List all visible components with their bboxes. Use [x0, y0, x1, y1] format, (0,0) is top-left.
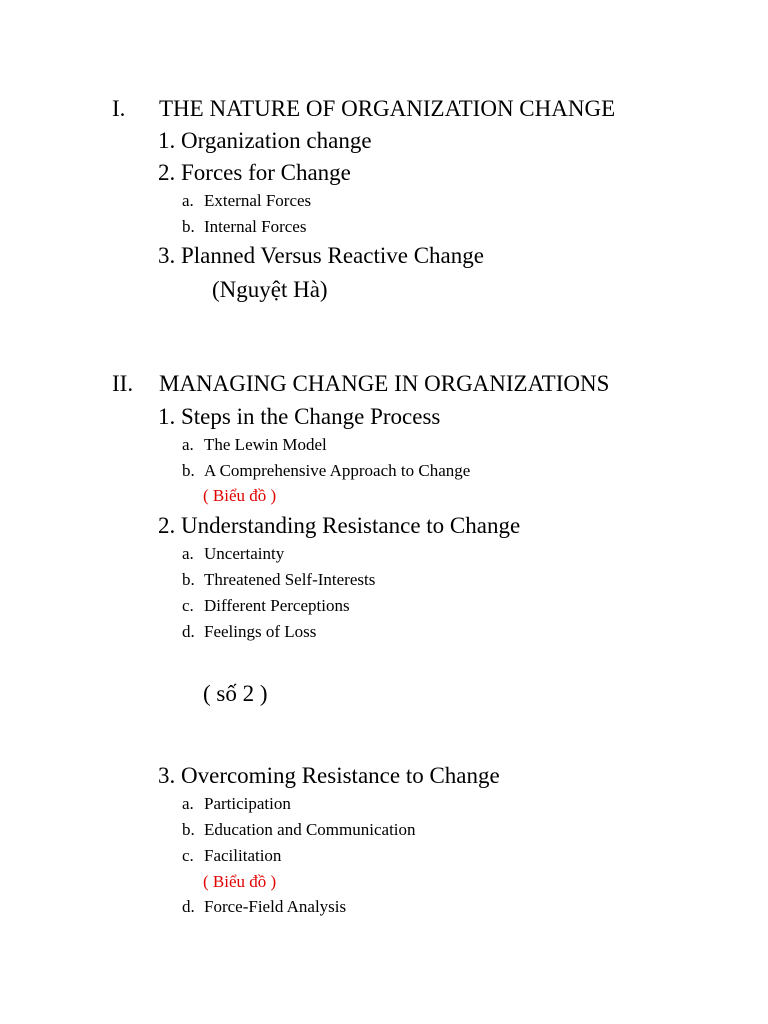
sub-2-3-a-letter: a.	[182, 794, 194, 813]
sub-2-3-b-text: Education and Communication	[204, 820, 416, 839]
sub-2-3-d-text: Force-Field Analysis	[204, 897, 347, 916]
sub-2-2-a-letter: a.	[182, 544, 194, 563]
sub-2-2-d-letter: d.	[182, 622, 195, 641]
author-note: (Nguyệt Hà)	[212, 277, 328, 302]
sub-2-2-b-text: Threatened Self-Interests	[204, 570, 376, 589]
sub-2-1-b-text: A Comprehensive Approach to Change	[204, 461, 471, 480]
item-2-3-text: Overcoming Resistance to Change	[181, 763, 500, 788]
sub-1-2-b-letter: b.	[182, 217, 195, 236]
item-2-2-number: 2.	[158, 513, 176, 538]
section-1-title: THE NATURE OF ORGANIZATION CHANGE	[159, 96, 616, 121]
item-1-3-number: 3.	[158, 243, 176, 268]
sub-1-2-a-letter: a.	[182, 191, 194, 210]
item-2-2-text: Understanding Resistance to Change	[181, 513, 521, 538]
item-1-2-number: 2.	[158, 160, 176, 185]
item-2-3-number: 3.	[158, 763, 176, 788]
item-1-1-text: Organization change	[181, 128, 372, 153]
sub-2-3-a-text: Participation	[204, 794, 291, 813]
item-1-3-text: Planned Versus Reactive Change	[181, 243, 484, 268]
page-note: ( số 2 )	[203, 681, 268, 706]
sub-2-3-b-letter: b.	[182, 820, 195, 839]
sub-2-1-a-text: The Lewin Model	[204, 435, 327, 454]
sub-2-1-a-letter: a.	[182, 435, 194, 454]
sub-2-1-b-letter: b.	[182, 461, 195, 480]
section-2-numeral: II.	[112, 371, 134, 396]
sub-1-2-b-text: Internal Forces	[204, 217, 307, 236]
item-1-1-number: 1.	[158, 128, 176, 153]
chart-note-2: ( Biểu đồ )	[203, 872, 277, 891]
item-2-1-text: Steps in the Change Process	[181, 404, 441, 429]
sub-2-2-a-text: Uncertainty	[204, 544, 285, 563]
sub-2-2-c-letter: c.	[182, 596, 194, 615]
sub-2-2-c-text: Different Perceptions	[204, 596, 350, 615]
sub-1-2-a-text: External Forces	[204, 191, 312, 210]
section-1-numeral: I.	[112, 96, 126, 121]
chart-note-1: ( Biểu đồ )	[203, 486, 277, 505]
sub-2-3-d-letter: d.	[182, 897, 195, 916]
sub-2-2-b-letter: b.	[182, 570, 195, 589]
sub-2-3-c-letter: c.	[182, 846, 194, 865]
sub-2-3-c-text: Facilitation	[204, 846, 282, 865]
sub-2-2-d-text: Feelings of Loss	[204, 622, 317, 641]
item-2-1-number: 1.	[158, 404, 176, 429]
item-1-2-text: Forces for Change	[181, 160, 351, 185]
section-2-title: MANAGING CHANGE IN ORGANIZATIONS	[159, 371, 610, 396]
